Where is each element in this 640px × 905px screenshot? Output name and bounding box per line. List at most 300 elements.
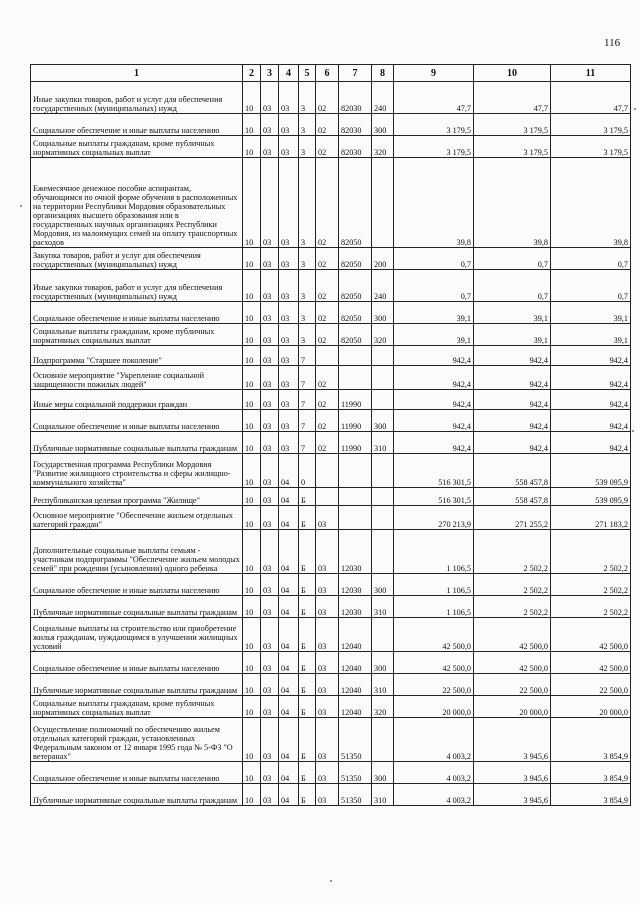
classification-code: 10: [243, 302, 261, 324]
amount-cell: 3 179,5: [474, 136, 551, 158]
classification-code: 03: [261, 324, 279, 346]
amount-cell: 2 502,2: [551, 596, 631, 618]
classification-code: 3: [299, 82, 316, 114]
classification-code: [372, 454, 394, 488]
row-description: Публичные нормативные социальные выплаты гражданам: [31, 674, 243, 696]
classification-code: 04: [279, 718, 299, 762]
classification-code: 03: [279, 248, 299, 270]
classification-code: 11990: [339, 390, 372, 410]
classification-code: 03: [261, 270, 279, 302]
classification-code: 310: [372, 432, 394, 454]
classification-code: 02: [316, 114, 339, 136]
classification-code: 240: [372, 270, 394, 302]
row-description: Республиканская целевая программа "Жилище": [31, 488, 243, 506]
classification-code: 03: [261, 454, 279, 488]
amount-cell: 39,1: [394, 302, 474, 324]
classification-code: 82050: [339, 270, 372, 302]
row-description: Ежемесячное денежное пособие аспирантам, обучающимся по очной форме обучения в расположенных на территории Республики Мордовия образовательных организациях высшего образования или в государственных научных организациях Республики Мордовия, из малоимущих семей на оплату транспортных расходов: [31, 158, 243, 248]
classification-code: Б: [299, 674, 316, 696]
amount-cell: 47,7: [551, 82, 631, 114]
classification-code: 3: [299, 158, 316, 248]
classification-code: [339, 488, 372, 506]
classification-code: 12030: [339, 530, 372, 574]
classification-code: 51350: [339, 762, 372, 784]
row-description: Социальные выплаты гражданам, кроме публичных нормативных социальных выплат: [31, 324, 243, 346]
classification-code: 0: [299, 454, 316, 488]
amount-cell: 2 502,2: [551, 530, 631, 574]
amount-cell: 3 854,9: [551, 784, 631, 806]
classification-code: 10: [243, 718, 261, 762]
amount-cell: 2 502,2: [551, 574, 631, 596]
classification-code: 02: [316, 136, 339, 158]
amount-cell: 39,1: [474, 302, 551, 324]
amount-cell: 22 500,0: [474, 674, 551, 696]
classification-code: Б: [299, 488, 316, 506]
classification-code: 03: [261, 346, 279, 366]
amount-cell: 3 179,5: [394, 114, 474, 136]
classification-code: 7: [299, 346, 316, 366]
classification-code: 320: [372, 136, 394, 158]
amount-cell: 539 095,9: [551, 454, 631, 488]
classification-code: 10: [243, 158, 261, 248]
header-cell: 3: [261, 65, 279, 82]
classification-code: 02: [316, 410, 339, 432]
table-row: [31, 530, 631, 574]
classification-code: 02: [316, 302, 339, 324]
amount-cell: 942,4: [394, 390, 474, 410]
table-row: [31, 696, 631, 718]
classification-code: 02: [316, 390, 339, 410]
amount-cell: 39,8: [474, 158, 551, 248]
table-row: [31, 158, 631, 248]
amount-cell: 0,7: [394, 248, 474, 270]
classification-code: 04: [279, 762, 299, 784]
classification-code: 03: [316, 530, 339, 574]
amount-cell: 47,7: [474, 82, 551, 114]
classification-code: Б: [299, 574, 316, 596]
amount-cell: 0,7: [394, 270, 474, 302]
classification-code: 03: [261, 762, 279, 784]
classification-code: Б: [299, 718, 316, 762]
amount-cell: 3 854,9: [551, 762, 631, 784]
budget-table: [30, 64, 631, 806]
classification-code: 03: [261, 530, 279, 574]
classification-code: 51350: [339, 784, 372, 806]
classification-code: 3: [299, 114, 316, 136]
row-description: Социальное обеспечение и иные выплаты населению: [31, 410, 243, 432]
classification-code: [372, 488, 394, 506]
classification-code: 03: [261, 574, 279, 596]
classification-code: 03: [279, 158, 299, 248]
amount-cell: 0,7: [474, 270, 551, 302]
classification-code: [339, 366, 372, 390]
classification-code: 03: [261, 136, 279, 158]
classification-code: 03: [316, 574, 339, 596]
row-description: Подпрограмма "Старшее поколение": [31, 346, 243, 366]
classification-code: 200: [372, 248, 394, 270]
classification-code: 300: [372, 410, 394, 432]
classification-code: 11990: [339, 410, 372, 432]
classification-code: 7: [299, 432, 316, 454]
classification-code: 240: [372, 82, 394, 114]
classification-code: Б: [299, 784, 316, 806]
classification-code: 10: [243, 410, 261, 432]
classification-code: 03: [279, 366, 299, 390]
classification-code: Б: [299, 696, 316, 718]
table-row: [31, 82, 631, 114]
header-row: [31, 65, 631, 82]
row-description: Социальное обеспечение и иные выплаты населению: [31, 114, 243, 136]
table-row: [31, 432, 631, 454]
classification-code: 03: [261, 302, 279, 324]
table-row: [31, 488, 631, 506]
classification-code: 300: [372, 574, 394, 596]
classification-code: 320: [372, 324, 394, 346]
classification-code: 03: [279, 410, 299, 432]
classification-code: Б: [299, 652, 316, 674]
row-description: Иные меры социальной поддержки граждан: [31, 390, 243, 410]
amount-cell: 39,8: [394, 158, 474, 248]
classification-code: 03: [279, 302, 299, 324]
amount-cell: 20 000,0: [551, 696, 631, 718]
amount-cell: 271 255,2: [474, 506, 551, 530]
classification-code: 03: [261, 696, 279, 718]
classification-code: 300: [372, 762, 394, 784]
classification-code: 04: [279, 784, 299, 806]
classification-code: 10: [243, 674, 261, 696]
header-cell: 10: [474, 65, 551, 82]
classification-code: 10: [243, 506, 261, 530]
classification-code: 300: [372, 302, 394, 324]
classification-code: 03: [261, 114, 279, 136]
amount-cell: 3 179,5: [551, 114, 631, 136]
classification-code: 300: [372, 114, 394, 136]
classification-code: 10: [243, 618, 261, 652]
classification-code: 10: [243, 248, 261, 270]
classification-code: 04: [279, 696, 299, 718]
table-row: [31, 324, 631, 346]
amount-cell: 942,4: [474, 432, 551, 454]
amount-cell: 2 502,2: [474, 596, 551, 618]
header-cell: 7: [339, 65, 372, 82]
classification-code: 03: [279, 432, 299, 454]
amount-cell: 942,4: [551, 390, 631, 410]
classification-code: 03: [261, 432, 279, 454]
amount-cell: 1 106,5: [394, 596, 474, 618]
amount-cell: 42 500,0: [551, 618, 631, 652]
classification-code: 03: [279, 324, 299, 346]
classification-code: 03: [261, 718, 279, 762]
table-row: [31, 410, 631, 432]
classification-code: [372, 366, 394, 390]
classification-code: 51350: [339, 718, 372, 762]
classification-code: [316, 346, 339, 366]
header-cell: 11: [551, 65, 631, 82]
row-description: Иные закупки товаров, работ и услуг для обеспечения государственных (муниципальных) нужд: [31, 270, 243, 302]
amount-cell: 3 179,5: [394, 136, 474, 158]
classification-code: 03: [316, 652, 339, 674]
classification-code: 82030: [339, 136, 372, 158]
classification-code: [316, 454, 339, 488]
amount-cell: 39,1: [474, 324, 551, 346]
classification-code: 12040: [339, 652, 372, 674]
amount-cell: 3 945,6: [474, 718, 551, 762]
classification-code: 10: [243, 390, 261, 410]
header-cell: 4: [279, 65, 299, 82]
classification-code: 310: [372, 674, 394, 696]
amount-cell: 942,4: [551, 346, 631, 366]
classification-code: 11990: [339, 432, 372, 454]
row-description: Социальные выплаты гражданам, кроме публичных нормативных социальных выплат: [31, 696, 243, 718]
classification-code: 04: [279, 488, 299, 506]
classification-code: [339, 346, 372, 366]
classification-code: 10: [243, 530, 261, 574]
classification-code: 02: [316, 270, 339, 302]
amount-cell: 2 502,2: [474, 530, 551, 574]
classification-code: [339, 506, 372, 530]
classification-code: 03: [261, 410, 279, 432]
row-description: Социальное обеспечение и иные выплаты населению: [31, 762, 243, 784]
header-cell: 5: [299, 65, 316, 82]
classification-code: 10: [243, 574, 261, 596]
classification-code: 03: [279, 346, 299, 366]
classification-code: 10: [243, 366, 261, 390]
classification-code: 12030: [339, 574, 372, 596]
classification-code: 04: [279, 574, 299, 596]
classification-code: 3: [299, 302, 316, 324]
classification-code: 03: [261, 596, 279, 618]
amount-cell: 39,1: [394, 324, 474, 346]
row-description: Социальные выплаты гражданам, кроме публичных нормативных социальных выплат: [31, 136, 243, 158]
row-description: Публичные нормативные социальные выплаты гражданам: [31, 784, 243, 806]
header-cell: 9: [394, 65, 474, 82]
amount-cell: 22 500,0: [551, 674, 631, 696]
amount-cell: 42 500,0: [474, 618, 551, 652]
classification-code: 03: [261, 248, 279, 270]
table-row: [31, 718, 631, 762]
classification-code: 03: [316, 784, 339, 806]
table-row: [31, 136, 631, 158]
header-cell: 1: [31, 65, 243, 82]
classification-code: 3: [299, 324, 316, 346]
classification-code: 10: [243, 696, 261, 718]
amount-cell: 39,8: [551, 158, 631, 248]
classification-code: 10: [243, 488, 261, 506]
row-description: Публичные нормативные социальные выплаты гражданам: [31, 596, 243, 618]
table-row: [31, 302, 631, 324]
classification-code: 04: [279, 530, 299, 574]
classification-code: 10: [243, 270, 261, 302]
classification-code: [372, 158, 394, 248]
classification-code: 12040: [339, 674, 372, 696]
table-body: [31, 82, 631, 806]
table-row: [31, 390, 631, 410]
classification-code: 03: [316, 718, 339, 762]
amount-cell: 942,4: [551, 432, 631, 454]
table-row: [31, 784, 631, 806]
header-cell: 6: [316, 65, 339, 82]
page-number: 116: [604, 37, 621, 49]
table-row: [31, 270, 631, 302]
classification-code: 04: [279, 652, 299, 674]
classification-code: 03: [261, 618, 279, 652]
classification-code: 03: [279, 136, 299, 158]
classification-code: 82030: [339, 82, 372, 114]
amount-cell: 271 183,2: [551, 506, 631, 530]
classification-code: 82050: [339, 248, 372, 270]
classification-code: 82030: [339, 114, 372, 136]
classification-code: Б: [299, 596, 316, 618]
amount-cell: 3 854,9: [551, 718, 631, 762]
amount-cell: 42 500,0: [474, 652, 551, 674]
row-description: Осуществление полномочий по обеспечению жильем отдельных категорий граждан, установленных Федеральным законом от 12 января 1995 года № 5-ФЗ "О ветеранах": [31, 718, 243, 762]
classification-code: 82050: [339, 324, 372, 346]
classification-code: Б: [299, 618, 316, 652]
amount-cell: 39,1: [551, 324, 631, 346]
amount-cell: 0,7: [551, 270, 631, 302]
classification-code: [372, 530, 394, 574]
table-row: [31, 618, 631, 652]
classification-code: [372, 390, 394, 410]
row-description: Основное мероприятие "Обеспечение жильем отдельных категорий граждан": [31, 506, 243, 530]
classification-code: 7: [299, 410, 316, 432]
classification-code: 10: [243, 346, 261, 366]
amount-cell: 942,4: [394, 432, 474, 454]
header-cell: 2: [243, 65, 261, 82]
amount-cell: 0,7: [551, 248, 631, 270]
amount-cell: 20 000,0: [394, 696, 474, 718]
amount-cell: 942,4: [394, 346, 474, 366]
table-row: [31, 652, 631, 674]
classification-code: 03: [261, 82, 279, 114]
table-row: [31, 596, 631, 618]
classification-code: [372, 618, 394, 652]
amount-cell: 1 106,5: [394, 530, 474, 574]
amount-cell: 2 502,2: [474, 574, 551, 596]
amount-cell: 942,4: [474, 390, 551, 410]
table-row: [31, 506, 631, 530]
classification-code: [372, 506, 394, 530]
amount-cell: 3 179,5: [551, 136, 631, 158]
amount-cell: 47,7: [394, 82, 474, 114]
amount-cell: 4 003,2: [394, 718, 474, 762]
classification-code: 03: [261, 674, 279, 696]
classification-code: 03: [316, 596, 339, 618]
amount-cell: 942,4: [394, 410, 474, 432]
row-description: Закупка товаров, работ и услуг для обеспечения государственных (муниципальных) нужд: [31, 248, 243, 270]
classification-code: 03: [279, 114, 299, 136]
table-row: [31, 674, 631, 696]
amount-cell: 42 500,0: [394, 652, 474, 674]
classification-code: 310: [372, 784, 394, 806]
amount-cell: 3 945,6: [474, 762, 551, 784]
classification-code: 03: [261, 488, 279, 506]
classification-code: 03: [261, 366, 279, 390]
classification-code: [372, 718, 394, 762]
amount-cell: 0,7: [474, 248, 551, 270]
classification-code: 02: [316, 82, 339, 114]
classification-code: [339, 454, 372, 488]
classification-code: 10: [243, 136, 261, 158]
classification-code: 10: [243, 454, 261, 488]
amount-cell: 942,4: [551, 366, 631, 390]
classification-code: 02: [316, 366, 339, 390]
classification-code: 3: [299, 136, 316, 158]
amount-cell: 20 000,0: [474, 696, 551, 718]
classification-code: 04: [279, 596, 299, 618]
amount-cell: 558 457,8: [474, 488, 551, 506]
classification-code: 03: [261, 158, 279, 248]
classification-code: 04: [279, 454, 299, 488]
table-row: [31, 454, 631, 488]
row-description: Социальное обеспечение и иные выплаты населению: [31, 652, 243, 674]
classification-code: 03: [279, 270, 299, 302]
classification-code: 10: [243, 324, 261, 346]
amount-cell: 3 945,6: [474, 784, 551, 806]
table-row: [31, 762, 631, 784]
amount-cell: 942,4: [394, 366, 474, 390]
classification-code: 03: [261, 784, 279, 806]
classification-code: 3: [299, 270, 316, 302]
classification-code: 7: [299, 366, 316, 390]
amount-cell: 4 003,2: [394, 784, 474, 806]
classification-code: 10: [243, 82, 261, 114]
classification-code: 82050: [339, 158, 372, 248]
classification-code: 03: [279, 390, 299, 410]
amount-cell: 942,4: [474, 366, 551, 390]
amount-cell: 1 106,5: [394, 574, 474, 596]
table-row: [31, 346, 631, 366]
classification-code: [316, 488, 339, 506]
classification-code: 03: [261, 390, 279, 410]
row-description: Иные закупки товаров, работ и услуг для обеспечения государственных (муниципальных) нужд: [31, 82, 243, 114]
classification-code: 10: [243, 652, 261, 674]
classification-code: 12030: [339, 596, 372, 618]
table-row: [31, 114, 631, 136]
table-row: [31, 574, 631, 596]
amount-cell: 942,4: [474, 346, 551, 366]
classification-code: 12040: [339, 696, 372, 718]
amount-cell: 516 301,5: [394, 488, 474, 506]
classification-code: 03: [316, 674, 339, 696]
row-description: Публичные нормативные социальные выплаты гражданам: [31, 432, 243, 454]
classification-code: 310: [372, 596, 394, 618]
amount-cell: 42 500,0: [394, 618, 474, 652]
amount-cell: 942,4: [551, 410, 631, 432]
classification-code: 03: [316, 618, 339, 652]
classification-code: 02: [316, 432, 339, 454]
classification-code: 04: [279, 618, 299, 652]
classification-code: 04: [279, 674, 299, 696]
classification-code: 02: [316, 158, 339, 248]
classification-code: Б: [299, 762, 316, 784]
amount-cell: 270 213,9: [394, 506, 474, 530]
classification-code: 7: [299, 390, 316, 410]
classification-code: [372, 346, 394, 366]
row-description: Социальное обеспечение и иные выплаты населению: [31, 574, 243, 596]
row-description: Основное мероприятие "Укрепление социальной защищенности пожилых людей": [31, 366, 243, 390]
row-description: Государственная программа Республики Мордовия "Развитие жилищного строительства и сферы жилищно-коммунального хозяйства": [31, 454, 243, 488]
row-description: Социальные выплаты на строительство или приобретение жилья гражданам, нуждающимся в улучшении жилищных условий: [31, 618, 243, 652]
classification-code: 03: [261, 506, 279, 530]
classification-code: 82050: [339, 302, 372, 324]
table-row: [31, 248, 631, 270]
classification-code: 04: [279, 506, 299, 530]
classification-code: 02: [316, 324, 339, 346]
amount-cell: 558 457,8: [474, 454, 551, 488]
classification-code: 03: [316, 506, 339, 530]
classification-code: 10: [243, 596, 261, 618]
